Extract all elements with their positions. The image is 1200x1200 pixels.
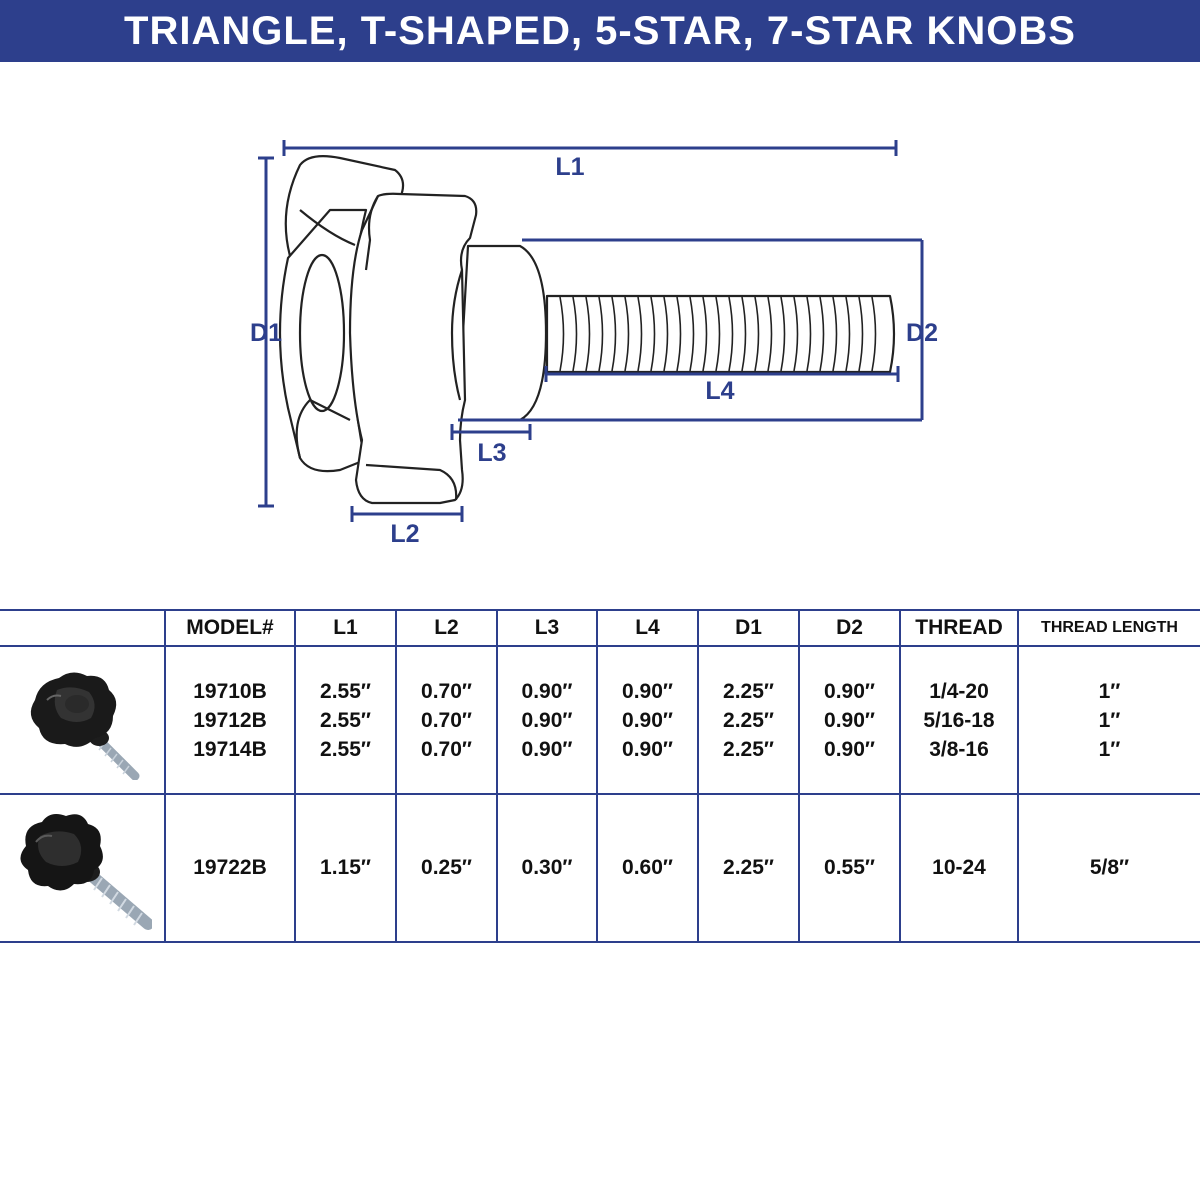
model-cell: 19722B	[165, 794, 295, 942]
D2-cell: 0.90″ 0.90″ 0.90″	[799, 646, 900, 794]
product-image-cell	[0, 794, 165, 942]
header-D2: D2	[799, 610, 900, 646]
header-L3: L3	[497, 610, 597, 646]
knob-dimension-diagram	[0, 62, 1200, 602]
thread-length-cell: 5/8″	[1018, 794, 1200, 942]
header-image	[0, 610, 165, 646]
table-header-row	[0, 610, 1200, 646]
L3-cell: 0.90″ 0.90″ 0.90″	[497, 646, 597, 794]
thread-length-cell: 1″ 1″ 1″	[1018, 646, 1200, 794]
L1-cell: 2.55″ 2.55″ 2.55″	[295, 646, 396, 794]
label-L2: L2	[390, 520, 420, 548]
model-cell: 19710B 19712B 19714B	[165, 646, 295, 794]
D1-cell: 2.25″ 2.25″ 2.25″	[698, 646, 799, 794]
label-L3: L3	[477, 439, 507, 467]
page-title: TRIANGLE, T-SHAPED, 5-STAR, 7-STAR KNOBS	[124, 8, 1076, 53]
label-L1: L1	[555, 153, 585, 181]
L2-cell: 0.25″	[396, 794, 497, 942]
header-L1: L1	[295, 610, 396, 646]
L4-cell: 0.60″	[597, 794, 698, 942]
label-D1: D1	[250, 319, 282, 347]
D1-cell: 2.25″	[698, 794, 799, 942]
knob-thumbnail-large	[17, 660, 147, 780]
knob-thumbnail-small	[12, 806, 152, 931]
knob-collar	[458, 246, 546, 420]
label-D2: D2	[906, 319, 938, 347]
L2-cell: 0.70″ 0.70″ 0.70″	[396, 646, 497, 794]
thread-cell: 1/4-20 5/16-18 3/8-16	[900, 646, 1018, 794]
title-bar	[0, 0, 1200, 62]
header-thread-length: THREAD LENGTH	[1018, 610, 1200, 646]
table-row	[0, 794, 1200, 942]
knob-grip-recess	[300, 255, 344, 411]
header-thread: THREAD	[900, 610, 1018, 646]
specs-table	[0, 609, 1200, 943]
header-model: MODEL#	[165, 610, 295, 646]
thread-cell: 10-24	[900, 794, 1018, 942]
label-L4: L4	[705, 377, 735, 405]
D2-cell: 0.55″	[799, 794, 900, 942]
L4-cell: 0.90″ 0.90″ 0.90″	[597, 646, 698, 794]
table-row	[0, 646, 1200, 794]
product-image-cell	[0, 646, 165, 794]
header-L4: L4	[597, 610, 698, 646]
L1-cell: 1.15″	[295, 794, 396, 942]
thread-shaft	[547, 296, 894, 372]
header-D1: D1	[698, 610, 799, 646]
L3-cell: 0.30″	[497, 794, 597, 942]
header-L2: L2	[396, 610, 497, 646]
